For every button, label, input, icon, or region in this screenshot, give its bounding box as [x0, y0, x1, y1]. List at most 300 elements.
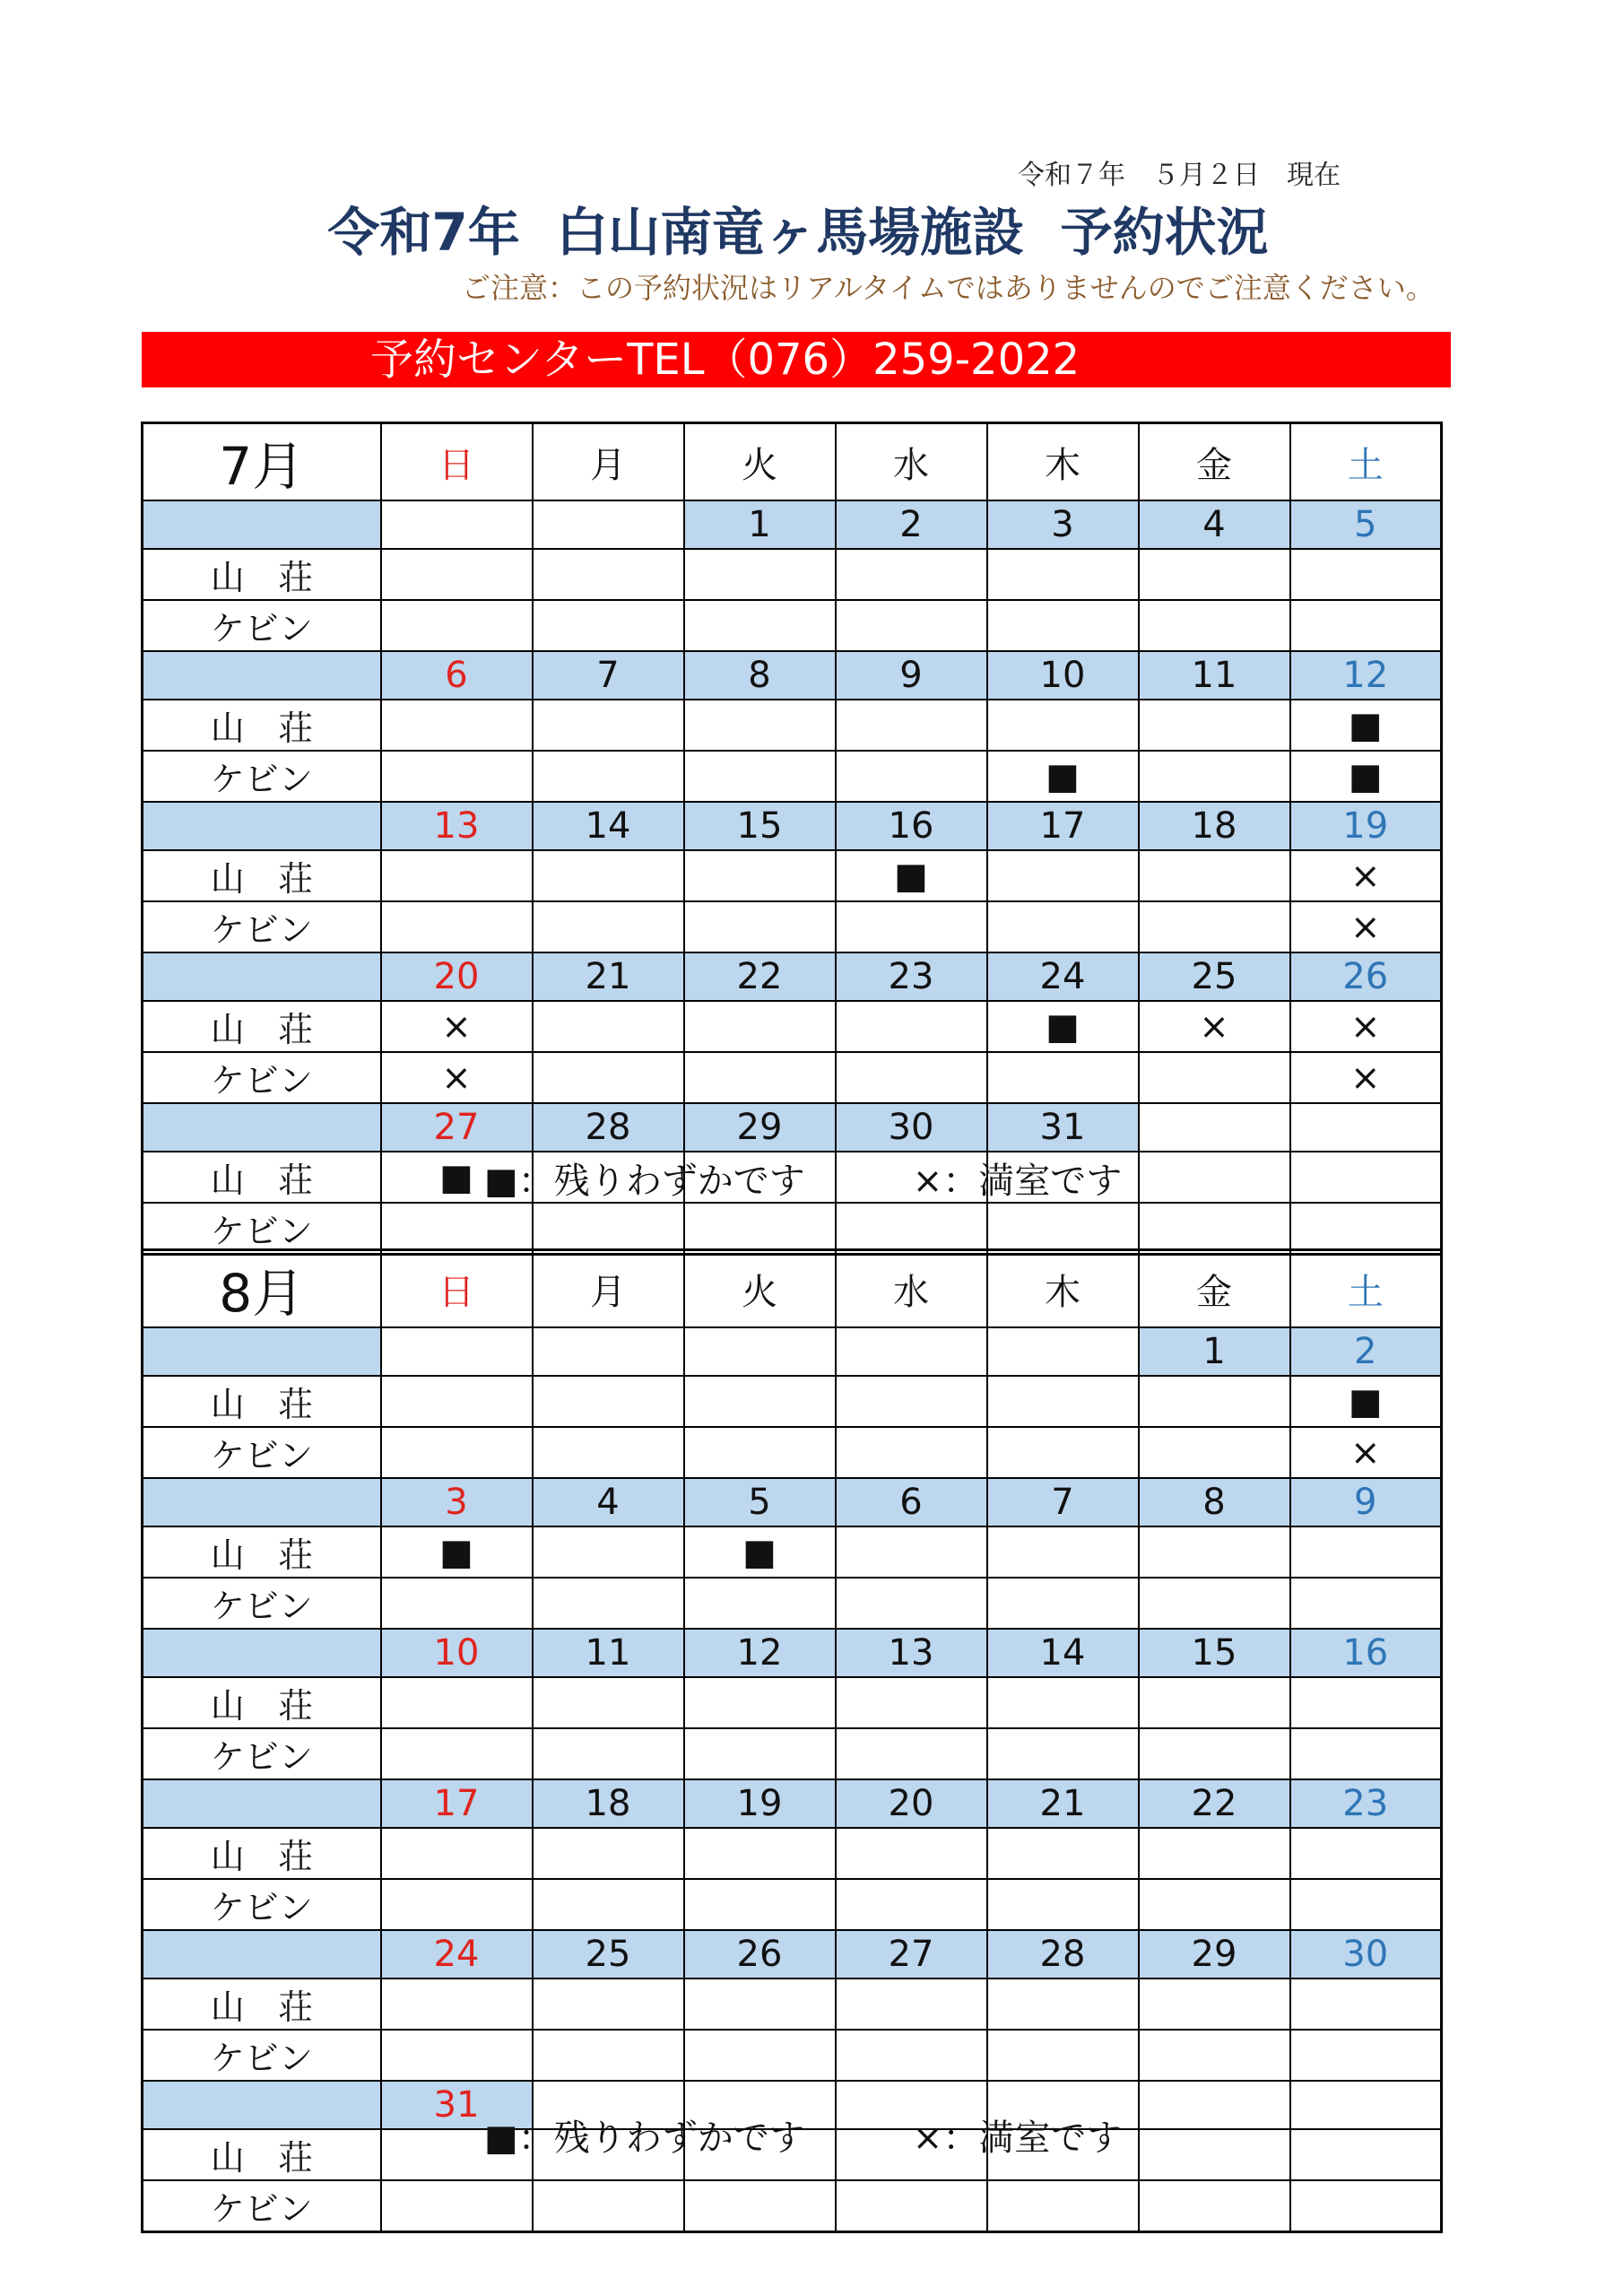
- availability-cell: [1290, 1879, 1442, 1930]
- availability-cell: [987, 1203, 1139, 1255]
- availability-cell: [1139, 850, 1290, 901]
- empty-cell: [533, 1376, 684, 1427]
- date-row-label: [143, 1930, 381, 1979]
- legend-few-remaining: ■：残りわずかです: [484, 2118, 805, 2159]
- cabin-label: ケビン: [143, 1052, 381, 1103]
- availability-cell: [533, 2030, 684, 2081]
- date-row-label: [143, 802, 381, 850]
- empty-cell: [836, 1427, 987, 1478]
- availability-cell: ■: [1290, 751, 1442, 802]
- empty-cell: [1290, 2081, 1442, 2129]
- availability-cell: ×: [1139, 1001, 1290, 1052]
- empty-cell: [533, 1327, 684, 1376]
- cabin-label: ケビン: [143, 901, 381, 952]
- date-cell: 16: [836, 802, 987, 850]
- availability-cell: [533, 1728, 684, 1779]
- weekday-header: 木: [987, 423, 1139, 501]
- date-cell: 29: [684, 1103, 836, 1152]
- empty-cell: [1139, 1203, 1290, 1255]
- date-cell: 3: [381, 1478, 533, 1526]
- empty-cell: [533, 549, 684, 600]
- sanso-label: 山 荘: [143, 1152, 381, 1203]
- date-cell: 13: [381, 802, 533, 850]
- date-cell: 15: [684, 802, 836, 850]
- weekday-header-row: [143, 1250, 1442, 1328]
- empty-cell: [1139, 2081, 1290, 2129]
- empty-cell: [1290, 2180, 1442, 2232]
- weekday-header: 月: [533, 423, 684, 501]
- date-cell: 19: [684, 1779, 836, 1828]
- availability-cell: [1139, 1427, 1290, 1478]
- sanso-label: 山 荘: [143, 1677, 381, 1728]
- date-cell: 9: [836, 651, 987, 700]
- date-cell: 9: [1290, 1478, 1442, 1526]
- availability-cell: ■: [381, 1152, 533, 1203]
- availability-cell: [381, 2180, 533, 2232]
- availability-cell: [1139, 1828, 1290, 1879]
- cabin-row: [143, 2030, 1442, 2081]
- availability-cell: [684, 1578, 836, 1629]
- date-cell: 21: [533, 952, 684, 1001]
- availability-cell: [684, 1203, 836, 1255]
- availability-cell: [1290, 1828, 1442, 1879]
- weekday-header: 火: [684, 1250, 836, 1328]
- date-cell: 8: [684, 651, 836, 700]
- availability-cell: [1139, 1728, 1290, 1779]
- weekday-header: 木: [987, 1250, 1139, 1328]
- availability-cell: ×: [1290, 850, 1442, 901]
- date-row-label: [143, 1103, 381, 1152]
- availability-cell: [987, 1526, 1139, 1578]
- weekday-header: 水: [836, 1250, 987, 1328]
- date-row-label: [143, 1779, 381, 1828]
- date-cell: 5: [1290, 500, 1442, 549]
- sanso-label: 山 荘: [143, 549, 381, 600]
- date-cell: 24: [381, 1930, 533, 1979]
- availability-cell: [684, 1001, 836, 1052]
- empty-cell: [381, 549, 533, 600]
- empty-cell: [1139, 1152, 1290, 1203]
- availability-cell: [836, 901, 987, 952]
- availability-cell: [987, 1879, 1139, 1930]
- availability-cell: [1290, 549, 1442, 600]
- empty-cell: [1290, 1152, 1442, 1203]
- empty-cell: [381, 1327, 533, 1376]
- availability-cell: [381, 751, 533, 802]
- empty-cell: [684, 1376, 836, 1427]
- availability-cell: [381, 1728, 533, 1779]
- availability-cell: [836, 1979, 987, 2030]
- availability-cell: [987, 1578, 1139, 1629]
- availability-cell: [987, 1979, 1139, 2030]
- reservation-center-tel-banner: 予約センターTEL（076）259-2022: [142, 332, 1451, 387]
- date-cell: 1: [1139, 1327, 1290, 1376]
- availability-cell: [1139, 549, 1290, 600]
- availability-cell: [684, 1979, 836, 2030]
- availability-cell: [987, 850, 1139, 901]
- cabin-row: [143, 1879, 1442, 1930]
- availability-cell: [381, 1677, 533, 1728]
- availability-cell: [684, 1728, 836, 1779]
- empty-cell: [1139, 1103, 1290, 1152]
- date-cell: 22: [684, 952, 836, 1001]
- availability-cell: [1290, 1728, 1442, 1779]
- empty-cell: [836, 1376, 987, 1427]
- availability-cell: [381, 1828, 533, 1879]
- availability-cell: [381, 1203, 533, 1255]
- availability-cell: [1139, 1677, 1290, 1728]
- cabin-label: ケビン: [143, 1879, 381, 1930]
- date-row-label: [143, 500, 381, 549]
- availability-cell: [684, 751, 836, 802]
- sanso-row: [143, 1376, 1442, 1427]
- date-cell: 27: [381, 1103, 533, 1152]
- availability-cell: ■: [1290, 700, 1442, 751]
- date-cell: 19: [1290, 802, 1442, 850]
- sanso-label: 山 荘: [143, 1376, 381, 1427]
- availability-cell: [836, 1828, 987, 1879]
- availability-cell: ■: [987, 751, 1139, 802]
- availability-cell: [684, 700, 836, 751]
- availability-cell: [1139, 1879, 1290, 1930]
- availability-cell: [836, 1052, 987, 1103]
- availability-cell: [836, 2030, 987, 2081]
- availability-cell: [684, 1879, 836, 1930]
- date-row: [143, 1478, 1442, 1526]
- date-cell: 4: [533, 1478, 684, 1526]
- date-cell: 12: [1290, 651, 1442, 700]
- availability-cell: [1290, 1526, 1442, 1578]
- availability-cell: [1139, 2030, 1290, 2081]
- empty-cell: [1139, 2180, 1290, 2232]
- weekday-header: 火: [684, 423, 836, 501]
- sanso-row: [143, 549, 1442, 600]
- sanso-row: [143, 1828, 1442, 1879]
- availability-cell: [1139, 1979, 1290, 2030]
- sanso-row: [143, 850, 1442, 901]
- availability-cell: [533, 1828, 684, 1879]
- cabin-row: [143, 1728, 1442, 1779]
- empty-cell: [684, 1427, 836, 1478]
- date-cell: 14: [987, 1629, 1139, 1677]
- availability-cell: [1139, 600, 1290, 651]
- empty-cell: [836, 2180, 987, 2232]
- date-cell: 26: [1290, 952, 1442, 1001]
- month-label: 8月: [143, 1250, 381, 1328]
- date-cell: 21: [987, 1779, 1139, 1828]
- date-row: [143, 802, 1442, 850]
- availability-cell: [684, 1052, 836, 1103]
- sanso-label: 山 荘: [143, 700, 381, 751]
- availability-cell: [684, 2030, 836, 2081]
- availability-cell: [533, 700, 684, 751]
- cabin-label: ケビン: [143, 1578, 381, 1629]
- cabin-row: [143, 1203, 1442, 1255]
- calendar-august: [141, 1248, 1443, 2233]
- sanso-label: 山 荘: [143, 1828, 381, 1879]
- cabin-label: ケビン: [143, 751, 381, 802]
- empty-cell: [381, 500, 533, 549]
- date-cell: 7: [533, 651, 684, 700]
- availability-cell: [1139, 751, 1290, 802]
- availability-cell: [684, 549, 836, 600]
- date-cell: 22: [1139, 1779, 1290, 1828]
- date-cell: 25: [1139, 952, 1290, 1001]
- notice-text: ご注意：この予約状況はリアルタイムではありませんのでご注意ください。: [462, 271, 1435, 305]
- availability-cell: [1139, 901, 1290, 952]
- legend-full: ×：満室です: [912, 2118, 1123, 2159]
- date-row: [143, 1629, 1442, 1677]
- weekday-header: 金: [1139, 423, 1290, 501]
- empty-cell: [533, 2180, 684, 2232]
- date-row-label: [143, 651, 381, 700]
- availability-cell: ■: [987, 1001, 1139, 1052]
- date-cell: 18: [533, 1779, 684, 1828]
- date-row: [143, 1930, 1442, 1979]
- cabin-row: [143, 1052, 1442, 1103]
- date-cell: 13: [836, 1629, 987, 1677]
- sanso-label: 山 荘: [143, 850, 381, 901]
- availability-cell: [836, 1677, 987, 1728]
- availability-cell: ■: [381, 1526, 533, 1578]
- availability-cell: [381, 901, 533, 952]
- empty-cell: [987, 1376, 1139, 1427]
- sanso-label: 山 荘: [143, 1979, 381, 2030]
- empty-cell: [987, 2180, 1139, 2232]
- weekday-header: 日: [381, 1250, 533, 1328]
- availability-cell: ×: [1290, 1427, 1442, 1478]
- availability-cell: ×: [1290, 1001, 1442, 1052]
- date-cell: 16: [1290, 1629, 1442, 1677]
- date-cell: 15: [1139, 1629, 1290, 1677]
- availability-cell: [533, 901, 684, 952]
- availability-cell: [836, 751, 987, 802]
- empty-cell: [836, 1327, 987, 1376]
- availability-cell: [836, 1879, 987, 1930]
- date-row: [143, 1779, 1442, 1828]
- availability-cell: [684, 901, 836, 952]
- as-of-date: 令和７年 ５月２日 現在: [1018, 160, 1341, 191]
- date-cell: 8: [1139, 1478, 1290, 1526]
- date-cell: 3: [987, 500, 1139, 549]
- month-label: 7月: [143, 423, 381, 501]
- availability-cell: [1290, 2030, 1442, 2081]
- date-row-label: [143, 1478, 381, 1526]
- cabin-row: [143, 1578, 1442, 1629]
- date-cell: 14: [533, 802, 684, 850]
- availability-cell: ■: [684, 1526, 836, 1578]
- availability-cell: ■: [836, 850, 987, 901]
- legend-august: [484, 2109, 1122, 2161]
- availability-cell: [1290, 600, 1442, 651]
- availability-cell: ×: [1290, 1052, 1442, 1103]
- date-cell: 6: [836, 1478, 987, 1526]
- availability-cell: [381, 700, 533, 751]
- availability-cell: [684, 600, 836, 651]
- date-cell: 27: [836, 1930, 987, 1979]
- date-row-label: [143, 952, 381, 1001]
- sanso-label: 山 荘: [143, 1526, 381, 1578]
- availability-cell: [987, 549, 1139, 600]
- sanso-row: [143, 1979, 1442, 2030]
- availability-cell: [381, 2030, 533, 2081]
- cabin-label: ケビン: [143, 1203, 381, 1255]
- availability-cell: [533, 1578, 684, 1629]
- weekday-header: 土: [1290, 1250, 1442, 1328]
- availability-cell: [836, 1203, 987, 1255]
- sanso-label: 山 荘: [143, 2129, 381, 2180]
- weekday-header: 土: [1290, 423, 1442, 501]
- cabin-row: [143, 2180, 1442, 2232]
- empty-cell: [381, 1427, 533, 1478]
- date-cell: 10: [381, 1629, 533, 1677]
- empty-cell: [987, 1427, 1139, 1478]
- availability-cell: [987, 1677, 1139, 1728]
- availability-cell: [836, 1578, 987, 1629]
- availability-cell: [533, 1979, 684, 2030]
- date-row-label: [143, 1629, 381, 1677]
- date-cell: 5: [684, 1478, 836, 1526]
- availability-cell: [533, 850, 684, 901]
- availability-cell: [381, 1578, 533, 1629]
- date-cell: 10: [987, 651, 1139, 700]
- availability-cell: [836, 600, 987, 651]
- empty-cell: [533, 600, 684, 651]
- availability-cell: [533, 751, 684, 802]
- cabin-label: ケビン: [143, 2030, 381, 2081]
- date-cell: 11: [533, 1629, 684, 1677]
- date-cell: 11: [1139, 651, 1290, 700]
- availability-cell: ×: [1290, 901, 1442, 952]
- availability-cell: [533, 1052, 684, 1103]
- date-row: [143, 651, 1442, 700]
- availability-cell: [1290, 1578, 1442, 1629]
- date-cell: 20: [836, 1779, 987, 1828]
- empty-cell: [533, 1427, 684, 1478]
- empty-cell: [987, 1327, 1139, 1376]
- empty-cell: [1290, 1103, 1442, 1152]
- availability-cell: [533, 1526, 684, 1578]
- sanso-row: [143, 1001, 1442, 1052]
- availability-cell: [381, 1979, 533, 2030]
- availability-cell: [987, 1052, 1139, 1103]
- availability-cell: [987, 600, 1139, 651]
- sanso-row: [143, 700, 1442, 751]
- sanso-row: [143, 1526, 1442, 1578]
- cabin-label: ケビン: [143, 1728, 381, 1779]
- availability-cell: [533, 1001, 684, 1052]
- weekday-header: 水: [836, 423, 987, 501]
- date-cell: 12: [684, 1629, 836, 1677]
- availability-cell: ×: [381, 1001, 533, 1052]
- date-cell: 1: [684, 500, 836, 549]
- empty-cell: [1139, 2129, 1290, 2180]
- availability-cell: [836, 549, 987, 600]
- availability-cell: [533, 1677, 684, 1728]
- availability-cell: [1139, 700, 1290, 751]
- weekday-header: 月: [533, 1250, 684, 1328]
- availability-cell: [1139, 1578, 1290, 1629]
- availability-cell: [987, 1828, 1139, 1879]
- cabin-label: ケビン: [143, 1427, 381, 1478]
- date-cell: 26: [684, 1930, 836, 1979]
- empty-cell: [684, 1327, 836, 1376]
- availability-cell: ■: [1290, 1376, 1442, 1427]
- availability-cell: [1139, 1052, 1290, 1103]
- cabin-label: ケビン: [143, 2180, 381, 2232]
- availability-cell: [381, 1879, 533, 1930]
- availability-cell: [1290, 1979, 1442, 2030]
- weekday-header: 日: [381, 423, 533, 501]
- availability-cell: [684, 1828, 836, 1879]
- availability-cell: [987, 1728, 1139, 1779]
- empty-cell: [1290, 2129, 1442, 2180]
- cabin-row: [143, 901, 1442, 952]
- date-row: [143, 952, 1442, 1001]
- legend-full: ×：満室です: [912, 1161, 1123, 1202]
- date-cell: 29: [1139, 1930, 1290, 1979]
- date-cell: 28: [987, 1930, 1139, 1979]
- availability-cell: [987, 2030, 1139, 2081]
- date-cell: 7: [987, 1478, 1139, 1526]
- cabin-label: ケビン: [143, 600, 381, 651]
- cabin-row: [143, 600, 1442, 651]
- date-cell: 25: [533, 1930, 684, 1979]
- availability-cell: ×: [381, 1052, 533, 1103]
- availability-cell: [836, 700, 987, 751]
- sanso-label: 山 荘: [143, 1001, 381, 1052]
- weekday-header-row: [143, 423, 1442, 501]
- cabin-row: [143, 751, 1442, 802]
- availability-cell: [684, 1677, 836, 1728]
- date-cell: 23: [1290, 1779, 1442, 1828]
- availability-cell: [836, 1526, 987, 1578]
- date-cell: 2: [1290, 1327, 1442, 1376]
- empty-cell: [533, 500, 684, 549]
- legend-few-remaining: ■：残りわずかです: [484, 1161, 805, 1202]
- calendar-july: [141, 422, 1443, 1256]
- date-row: [143, 1103, 1442, 1152]
- date-row: [143, 1327, 1442, 1376]
- availability-cell: [836, 1001, 987, 1052]
- date-cell: 31: [381, 2081, 533, 2129]
- date-cell: 23: [836, 952, 987, 1001]
- date-cell: 4: [1139, 500, 1290, 549]
- date-cell: 28: [533, 1103, 684, 1152]
- date-row-label: [143, 1327, 381, 1376]
- date-cell: 18: [1139, 802, 1290, 850]
- cabin-row: [143, 1427, 1442, 1478]
- date-cell: 30: [1290, 1930, 1442, 1979]
- empty-cell: [684, 2180, 836, 2232]
- date-cell: 31: [987, 1103, 1139, 1152]
- date-cell: 20: [381, 952, 533, 1001]
- date-row-label: [143, 2081, 381, 2129]
- date-cell: 2: [836, 500, 987, 549]
- availability-cell: [1290, 1677, 1442, 1728]
- date-cell: 6: [381, 651, 533, 700]
- date-cell: 30: [836, 1103, 987, 1152]
- date-cell: 24: [987, 952, 1139, 1001]
- sanso-row: [143, 1677, 1442, 1728]
- date-cell: 17: [987, 802, 1139, 850]
- availability-cell: [533, 1203, 684, 1255]
- availability-cell: [836, 1728, 987, 1779]
- empty-cell: [381, 1376, 533, 1427]
- date-row: [143, 500, 1442, 549]
- availability-cell: [684, 850, 836, 901]
- availability-cell: [987, 901, 1139, 952]
